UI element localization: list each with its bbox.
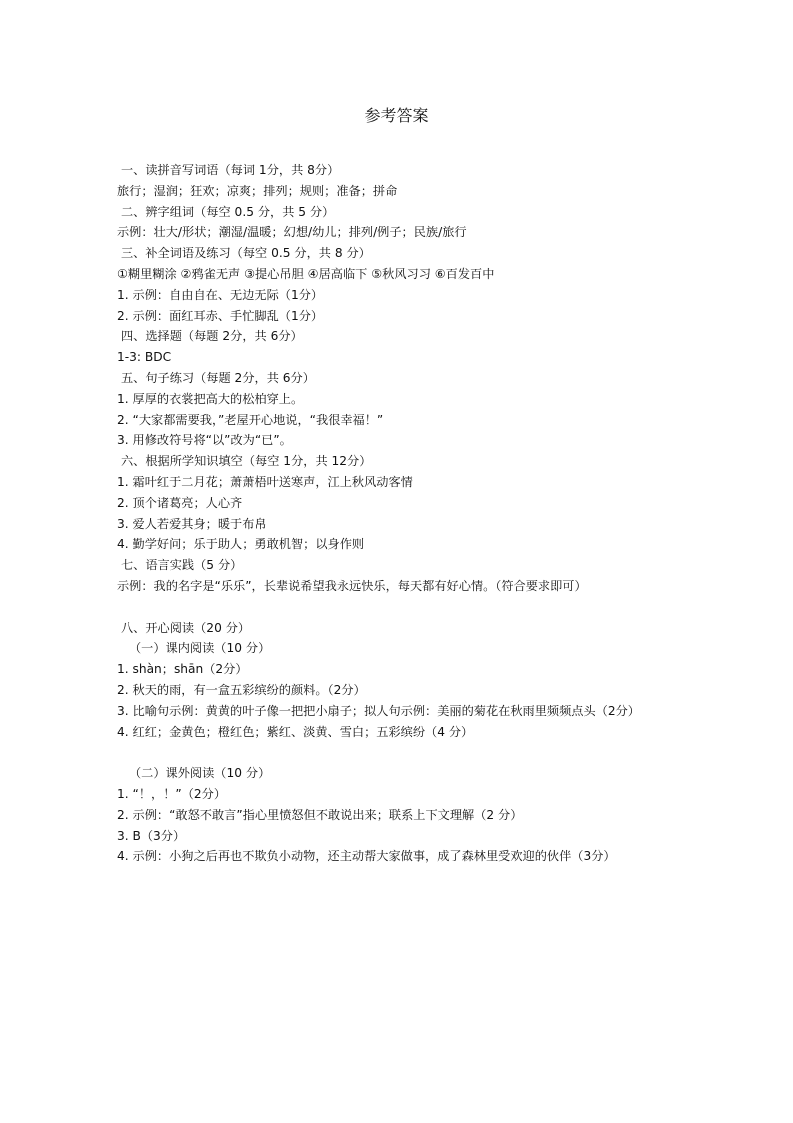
answer-line: 旅行；湿润；狂欢；凉爽；排列；规则；准备；拼命 [117, 183, 398, 198]
answer-line: 3. 用修改符号将“以”改为“已”。 [117, 433, 292, 448]
answer-line: 1. 厚厚的衣裳把高大的松柏穿上。 [117, 391, 304, 406]
subsection-heading: （一）课内阅读（10 分） [129, 641, 271, 656]
blank-spacer [117, 597, 687, 618]
section-heading: 八、开心阅读（20 分） [121, 620, 251, 635]
page-title: 参考答案 [364, 106, 429, 125]
answer-line: 1. “！，！”（2分） [117, 786, 227, 801]
subsection-heading: （二）课外阅读（10 分） [129, 766, 271, 781]
answer-line: 3. 比喻句示例：黄黄的叶子像一把把小扇子；拟人句示例：美丽的菊花在秋雨里频频点头（2分） [117, 703, 640, 718]
answer-line: 1-3: BDC [117, 350, 172, 365]
answer-line: 4. 示例：小狗之后再也不欺负小动物，还主动帮大家做事，成了森林里受欢迎的伙伴（3分） [117, 849, 616, 864]
answer-line: 1. 示例：自由自在、无边无际（1分） [117, 287, 324, 302]
answer-line: 示例：壮大/形状；潮湿/温暖；幻想/幼儿；排列/例子；民族/旅行 [117, 225, 467, 240]
answer-line: 2. “大家都需要我，”老屋开心地说，“我很幸福！” [117, 412, 384, 427]
answer-line: 3. 爱人若爱其身；暖于布帛 [117, 516, 267, 531]
section-heading: 六、根据所学知识填空（每空 1分，共 12分） [121, 454, 372, 469]
answer-line: 2. 秋天的雨，有一盒五彩缤纷的颜料。（2分） [117, 682, 366, 697]
answer-line: 1. 霜叶红于二月花；萧萧梧叶送寒声，江上秋风动客情 [117, 474, 413, 489]
answer-content [117, 160, 687, 867]
section-heading: 七、语言实践（5 分） [121, 558, 243, 573]
answer-line: 2. 顶个诸葛亮；人心齐 [117, 495, 243, 510]
answer-line: 4. 勤学好问；乐于助人；勇敢机智；以身作则 [117, 537, 365, 552]
answer-line: 示例：我的名字是“乐乐”，长辈说希望我永远快乐，每天都有好心情。（符合要求即可） [117, 578, 587, 593]
section-heading: 二、辨字组词（每空 0.5 分，共 5 分） [121, 204, 335, 219]
answer-line: 1. shàn；shān（2分） [117, 662, 248, 677]
blank-spacer [117, 742, 687, 763]
answer-line: 3. B（3分） [117, 828, 186, 843]
section-heading: 五、句子练习（每题 2分，共 6分） [121, 370, 315, 385]
section-heading: 三、补全词语及练习（每空 0.5 分，共 8 分） [121, 246, 371, 261]
section-heading: 一、读拼音写词语（每词 1分，共 8分） [121, 163, 340, 177]
answer-line: 2. 示例：“敢怒不敢言”指心里愤怒但不敢说出来；联系上下文理解（2 分） [117, 807, 523, 822]
section-heading: 四、选择题（每题 2分，共 6分） [121, 329, 303, 344]
answer-line: 4. 红红；金黄色；橙红色；紫红、淡黄、雪白；五彩缤纷（4 分） [117, 724, 474, 739]
answer-line: ①糊里糊涂 ②鸦雀无声 ③提心吊胆 ④居高临下 ⑤秋风习习 ⑥百发百中 [117, 266, 495, 281]
answer-line: 2. 示例：面红耳赤、手忙脚乱（1分） [117, 308, 324, 323]
